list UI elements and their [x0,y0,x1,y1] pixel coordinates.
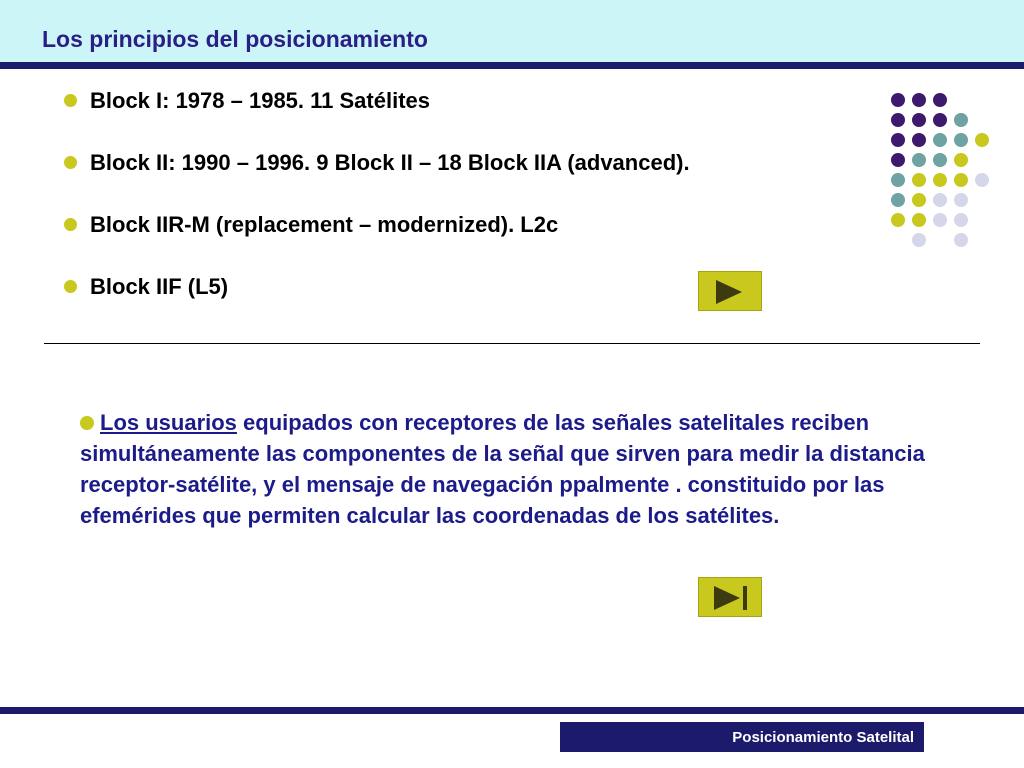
slide-title: Los principios del posicionamiento [42,26,428,52]
footer-label: Posicionamiento Satelital [560,722,924,752]
section-divider [44,343,980,344]
grid-dot [954,213,968,227]
paragraph-text: equipados con receptores de las señales satelitales reciben simultáneamente las componentes de la señal que sirven para medir la distancia receptor-satélite, y el mensaje de navegación ppalmente . constituido por las efemérides que permiten calcular las coordenadas de los satélites. [80,410,925,528]
bullet-text: Block IIF (L5) [90,274,229,299]
grid-dot [891,113,905,127]
grid-dot [954,153,968,167]
grid-dot [912,153,926,167]
bullet-dot-icon [64,156,77,169]
grid-dot [954,113,968,127]
bullet-dot-icon [64,280,77,293]
grid-dot [912,173,926,187]
grid-dot [933,113,947,127]
bullet-text: Block IIR-M (replacement – modernized). L2c [90,212,559,237]
grid-dot [933,173,947,187]
grid-dot [954,173,968,187]
bullet-dot-icon [80,416,94,430]
users-link[interactable]: Los usuarios [100,410,237,435]
grid-dot [912,193,926,207]
decorative-dot-grid [888,90,998,255]
grid-dot [891,193,905,207]
users-paragraph [80,407,960,531]
bullet-dot-icon [64,218,77,231]
grid-dot [912,133,926,147]
grid-dot [933,153,947,167]
header-rule [0,62,1024,69]
grid-dot [975,173,989,187]
last-slide-button[interactable] [698,577,762,617]
grid-dot [933,93,947,107]
grid-dot [912,233,926,247]
grid-dot [975,133,989,147]
grid-dot [891,93,905,107]
footer-rule [0,707,1024,714]
grid-dot [912,93,926,107]
grid-dot [891,173,905,187]
next-slide-button[interactable] [698,271,762,311]
grid-dot [933,213,947,227]
skip-to-end-icon [714,586,740,610]
bullet-dot-icon [64,94,77,107]
play-triangle-icon [716,280,742,304]
grid-dot [954,193,968,207]
end-bar-icon [743,586,747,610]
grid-dot [954,233,968,247]
grid-dot [912,213,926,227]
grid-dot [912,113,926,127]
bullet-text: Block I: 1978 – 1985. 11 Satélites [90,88,431,113]
grid-dot [933,193,947,207]
grid-dot [954,133,968,147]
grid-dot [933,133,947,147]
grid-dot [891,133,905,147]
grid-dot [891,153,905,167]
grid-dot [891,213,905,227]
bullet-text: Block II: 1990 – 1996. 9 Block II – 18 Block IIA (advanced). [90,150,690,175]
